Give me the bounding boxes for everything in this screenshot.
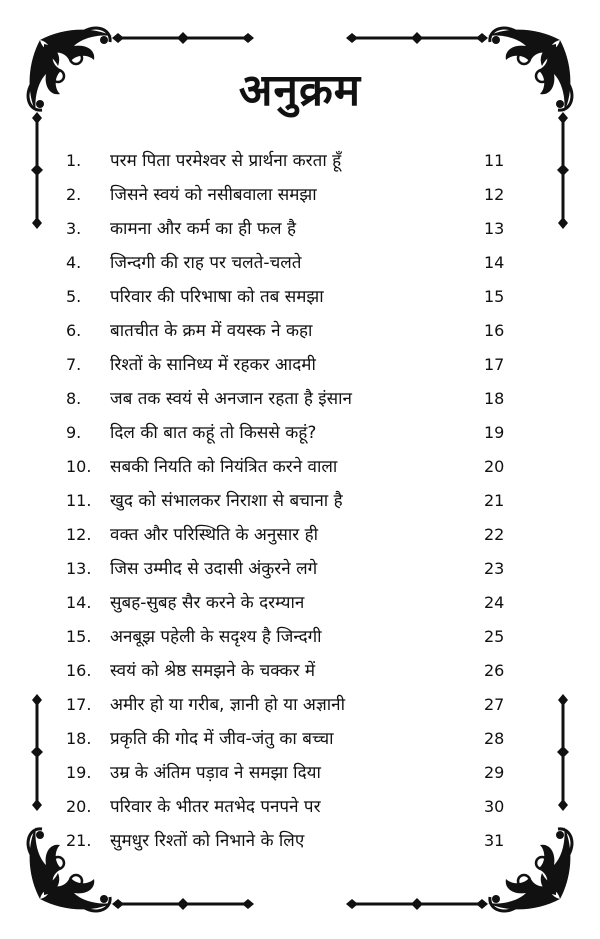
entry-number: 4. [66, 253, 82, 272]
entry-title: रिश्तों के सानिध्य में रहकर आदमी [110, 355, 316, 375]
toc-entry[interactable] [0, 213, 600, 247]
entry-title: स्वयं को श्रेष्ठ समझने के चक्कर में [110, 661, 316, 681]
toc-entry[interactable] [0, 689, 600, 723]
entry-number: 19. [66, 763, 92, 782]
entry-page-number: 21 [484, 491, 505, 510]
entry-page-number: 19 [484, 423, 505, 442]
entry-title: जिस उम्मीद से उदासी अंकुरने लगे [110, 559, 318, 579]
top-right-rule [346, 32, 488, 44]
toc-entry[interactable] [0, 553, 600, 587]
entry-title: दिल की बात कहूं तो किससे कहूं? [110, 423, 317, 443]
entry-title: खुद को संभालकर निराशा से बचाना है [110, 491, 343, 511]
entry-page-number: 16 [484, 321, 505, 340]
entry-title: परिवार की परिभाषा को तब समझा [110, 287, 324, 307]
toc-entry[interactable] [0, 621, 600, 655]
toc-entry[interactable] [0, 145, 600, 179]
entry-title: परम पिता परमेश्वर से प्रार्थना करता हूँ [110, 151, 342, 171]
entry-page-number: 27 [484, 695, 505, 714]
entry-number: 8. [66, 389, 82, 408]
toc-entry[interactable] [0, 587, 600, 621]
toc-entry[interactable] [0, 655, 600, 689]
entry-page-number: 11 [484, 151, 505, 170]
entry-number: 20. [66, 797, 92, 816]
toc-entry[interactable] [0, 349, 600, 383]
bottom-right-rule [346, 898, 488, 910]
toc-entry[interactable] [0, 417, 600, 451]
entry-number: 5. [66, 287, 82, 306]
entry-number: 10. [66, 457, 92, 476]
entry-number: 16. [66, 661, 92, 680]
toc-entry[interactable] [0, 179, 600, 213]
entry-page-number: 17 [484, 355, 505, 374]
entry-number: 14. [66, 593, 92, 612]
entry-page-number: 20 [484, 457, 505, 476]
entry-number: 21. [66, 831, 92, 850]
toc-entry[interactable] [0, 485, 600, 519]
entry-title: परिवार के भीतर मतभेद पनपने पर [110, 797, 321, 817]
toc-entry[interactable] [0, 281, 600, 315]
entry-page-number: 26 [484, 661, 505, 680]
toc-entry[interactable] [0, 519, 600, 553]
entry-number: 13. [66, 559, 92, 578]
entry-title: प्रकृति की गोद में जीव-जंतु का बच्चा [110, 729, 334, 749]
entry-page-number: 24 [484, 593, 505, 612]
entry-page-number: 18 [484, 389, 505, 408]
entry-page-number: 14 [484, 253, 505, 272]
toc-entry[interactable] [0, 791, 600, 825]
toc-entry[interactable] [0, 383, 600, 417]
entry-page-number: 22 [484, 525, 505, 544]
toc-entry[interactable] [0, 757, 600, 791]
entry-title: अमीर हो या गरीब, ज्ञानी हो या अज्ञानी [110, 695, 346, 715]
toc-entry[interactable] [0, 315, 600, 349]
toc-entry[interactable] [0, 451, 600, 485]
entry-title: अनबूझ पहेली के सदृश्य है जिन्दगी [110, 627, 322, 647]
entry-title: जब तक स्वयं से अनजान रहता है इंसान [110, 389, 352, 409]
entry-title: जिसने स्वयं को नसीबवाला समझा [110, 185, 317, 205]
entry-title: जिन्दगी की राह पर चलते-चलते [110, 253, 302, 273]
entry-title: बातचीत के क्रम में वयस्क ने कहा [110, 321, 313, 341]
entry-number: 11. [66, 491, 92, 510]
entry-number: 12. [66, 525, 92, 544]
entry-page-number: 31 [484, 831, 505, 850]
entry-page-number: 29 [484, 763, 505, 782]
toc-entry[interactable] [0, 825, 600, 859]
page-title: अनुक्रम [238, 65, 362, 116]
entry-number: 3. [66, 219, 82, 238]
entry-title: वक्त और परिस्थिति के अनुसार ही [110, 525, 319, 545]
toc-entry[interactable] [0, 247, 600, 281]
entry-page-number: 28 [484, 729, 505, 748]
entry-number: 2. [66, 185, 82, 204]
entry-title: सबकी नियति को नियंत्रित करने वाला [110, 457, 338, 477]
entry-page-number: 23 [484, 559, 505, 578]
entry-number: 18. [66, 729, 92, 748]
entry-page-number: 13 [484, 219, 505, 238]
entry-number: 7. [66, 355, 82, 374]
entry-number: 1. [66, 151, 82, 170]
entry-page-number: 25 [484, 627, 505, 646]
bottom-left-rule [112, 898, 254, 910]
entry-number: 9. [66, 423, 82, 442]
entry-number: 6. [66, 321, 82, 340]
entry-page-number: 30 [484, 797, 505, 816]
entry-page-number: 15 [484, 287, 505, 306]
top-left-rule [112, 32, 254, 44]
entry-title: उम्र के अंतिम पड़ाव ने समझा दिया [110, 763, 321, 783]
entry-title: कामना और कर्म का ही फल है [110, 219, 297, 239]
toc-entry[interactable] [0, 723, 600, 757]
entry-number: 15. [66, 627, 92, 646]
entry-page-number: 12 [484, 185, 505, 204]
entry-title: सुमधुर रिश्तों को निभाने के लिए [110, 831, 305, 851]
entry-title: सुबह-सुबह सैर करने के दरम्यान [110, 593, 305, 613]
entry-number: 17. [66, 695, 92, 714]
